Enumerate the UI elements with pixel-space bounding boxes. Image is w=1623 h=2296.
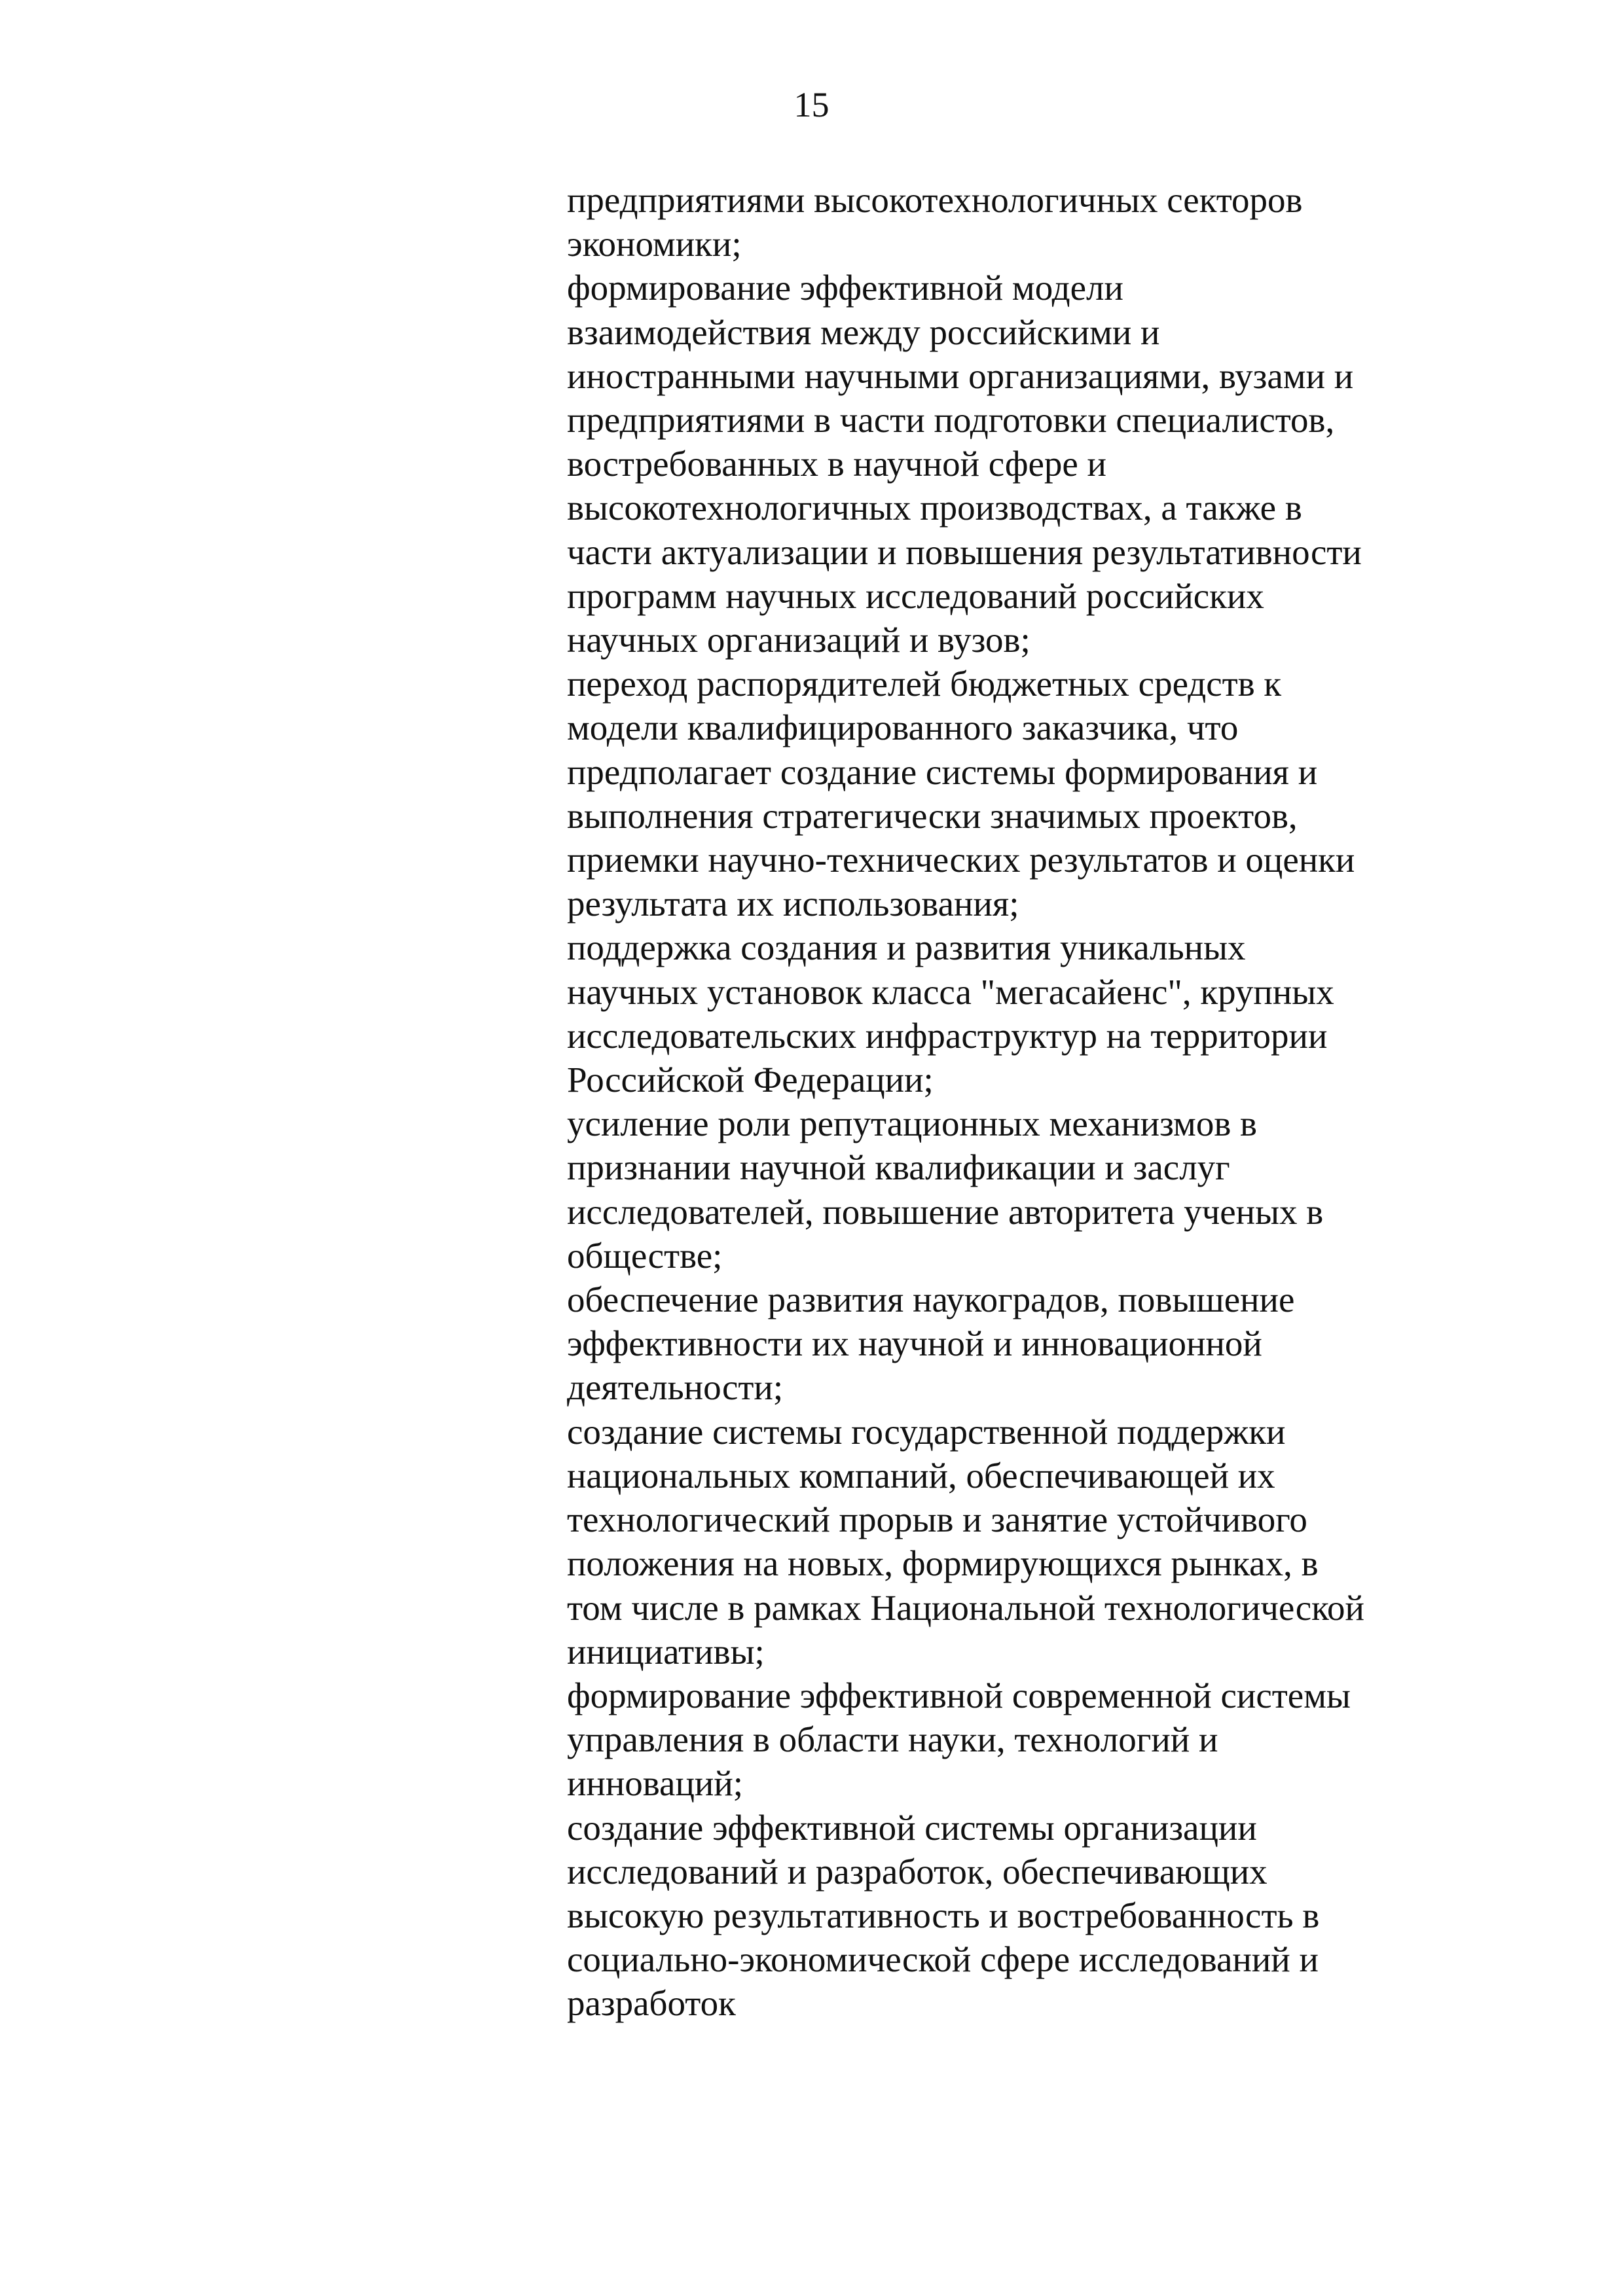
text-line: национальных компаний, обеспечивающей их xyxy=(567,1455,1275,1496)
text-line: усиление роли репутационных механизмов в xyxy=(567,1103,1258,1144)
text-line: высокую результативность и востребованность в xyxy=(567,1895,1320,1935)
text-line: научных организаций и вузов; xyxy=(567,620,1030,660)
text-line: управления в области науки, технологий и xyxy=(567,1719,1218,1760)
text-line: создание эффективной системы организации xyxy=(567,1807,1257,1848)
text-line: обществе; xyxy=(567,1235,723,1276)
text-line: исследовательских инфраструктур на территории xyxy=(567,1015,1328,1056)
text-line: иностранными научными организациями, вузами и xyxy=(567,355,1354,396)
text-line: технологический прорыв и занятие устойчивого xyxy=(567,1499,1307,1540)
body-text xyxy=(567,178,1510,2026)
text-line: модели квалифицированного заказчика, что xyxy=(567,708,1239,748)
text-line: востребованных в научной сфере и xyxy=(567,444,1106,484)
text-line: инициативы; xyxy=(567,1631,765,1672)
text-line: формирование эффективной современной системы xyxy=(567,1675,1351,1715)
text-line: формирование эффективной модели xyxy=(567,268,1123,308)
text-line: обеспечение развития наукоградов, повышение xyxy=(567,1280,1295,1320)
text-line: части актуализации и повышения результативности xyxy=(567,531,1362,572)
text-line: признании научной квалификации и заслуг xyxy=(567,1147,1230,1188)
text-line: создание системы государственной поддержки xyxy=(567,1411,1286,1452)
text-line: предприятиями высокотехнологичных секторов xyxy=(567,180,1303,220)
text-line: разработок xyxy=(567,1983,736,2024)
text-line: приемки научно-технических результатов и оценки xyxy=(567,840,1355,880)
page-number: 15 xyxy=(793,85,830,124)
text-line: Российской Федерации; xyxy=(567,1060,934,1100)
text-line: высокотехнологичных производствах, а также в xyxy=(567,488,1302,528)
text-line: программ научных исследований российских xyxy=(567,575,1264,616)
text-line: исследований и разработок, обеспечивающих xyxy=(567,1851,1267,1892)
text-line: переход распорядителей бюджетных средств к xyxy=(567,664,1282,704)
text-line: научных установок класса "мегасайенс", крупных xyxy=(567,971,1334,1012)
text-line: социально-экономической сфере исследований и xyxy=(567,1939,1319,1980)
text-line: выполнения стратегически значимых проектов, xyxy=(567,795,1298,836)
text-line: том числе в рамках Национальной технологической xyxy=(567,1587,1364,1628)
text-line: результата их использования; xyxy=(567,884,1019,924)
text-line: предполагает создание системы формирования и xyxy=(567,751,1318,792)
text-line: деятельности; xyxy=(567,1367,784,1408)
text-line: экономики; xyxy=(567,224,742,264)
text-line: предприятиями в части подготовки специалистов, xyxy=(567,400,1335,440)
text-line: инноваций; xyxy=(567,1763,744,1804)
text-line: поддержка создания и развития уникальных xyxy=(567,927,1246,968)
text-line: положения на новых, формирующихся рынках, в xyxy=(567,1543,1319,1584)
text-line: взаимодействия между российскими и xyxy=(567,312,1160,352)
text-line: эффективности их научной и инновационной xyxy=(567,1323,1262,1364)
text-line: исследователей, повышение авторитета ученых в xyxy=(567,1191,1324,1232)
